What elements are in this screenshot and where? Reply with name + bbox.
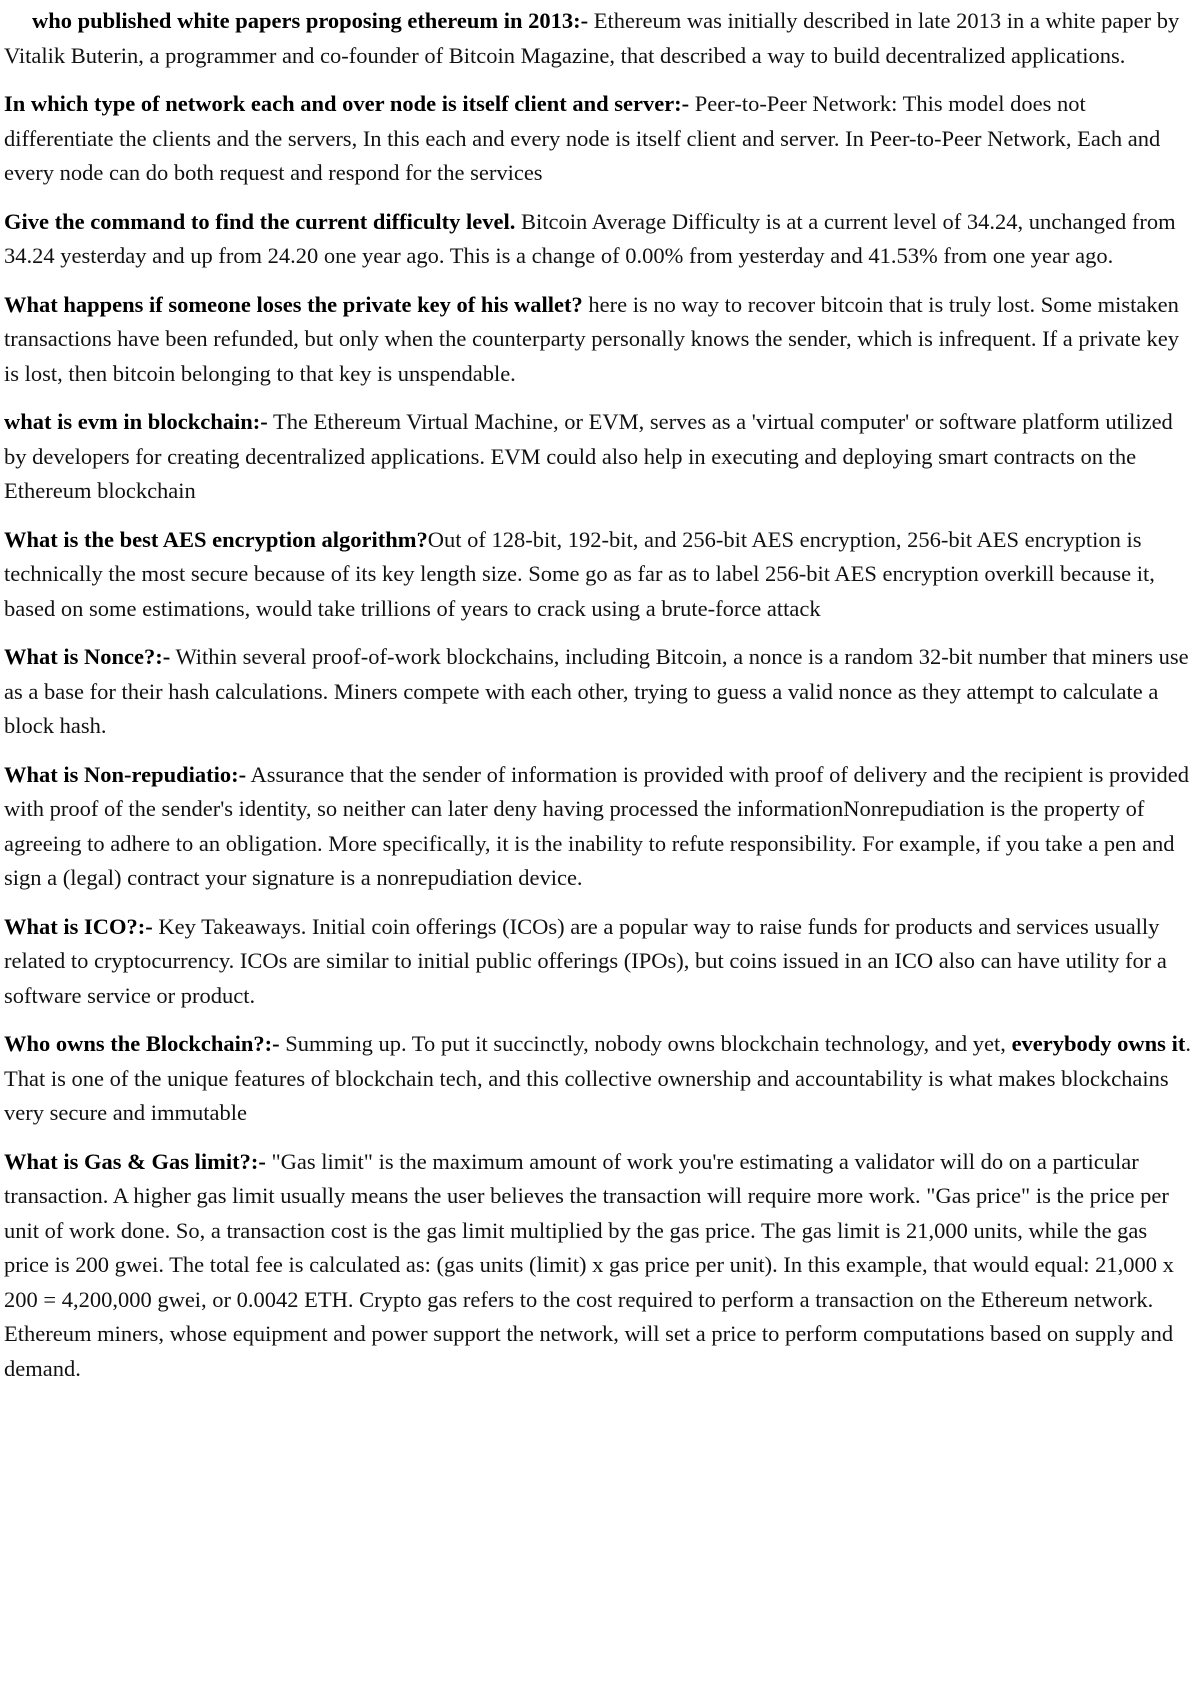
qa-entry-difficulty-level — [4, 205, 1192, 274]
answer: here is no way to recover bitcoin that is truly lost. Some mistaken transactions have been refunded, but only when the counterparty personally knows the sender, which is infrequent. If a private key is lost, then bitcoin belonging to that key is unspendable. — [4, 291, 1179, 386]
question: What is Nonce?:- — [4, 644, 171, 669]
question: Who owns the Blockchain?:- — [4, 1031, 280, 1056]
answer: Peer-to-Peer Network: This model does not differentiate the clients and the servers, In this each and every node is itself client and server. In Peer-to-Peer Network, Each and every node can do both request and respond for the services — [4, 91, 1161, 185]
answer: Out of 128-bit, 192-bit, and 256-bit AES encryption, 256-bit AES encryption is technically the most secure because of its key length size. Some go as far as to label 256-bit AES encryption overkill because it, based on some estimations, would take trillions of years to crack using a brute-force attack — [4, 526, 1155, 621]
qa-entry-p2p-network — [4, 87, 1192, 191]
answer-part: Summing up. To put it succinctly, nobody owns blockchain technology, and yet, — [279, 1031, 1012, 1056]
question: what is evm in blockchain:- — [4, 409, 268, 434]
question: What is the best AES encryption algorithm? — [4, 526, 428, 552]
question: In which type of network each and over node is itself client and server:- — [4, 91, 690, 116]
answer-part: . That is one of the unique features of blockchain tech, and this collective ownership and accountability is what makes blockchains very secure and immutable — [4, 1031, 1191, 1125]
question: What happens if someone loses the private key of his wallet? — [4, 291, 583, 317]
answer: The Ethereum Virtual Machine, or EVM, serves as a 'virtual computer' or software platform utilized by developers for creating decentralized applications. EVM could also help in executing and deploying smart contracts on the Ethereum blockchain — [4, 409, 1173, 503]
answer: Key Takeaways. Initial coin offerings (ICOs) are a popular way to raise funds for products and services usually related to cryptocurrency. ICOs are similar to initial public offerings (IPOs), but coins issued in an ICO also can have utility for a software service or product. — [4, 913, 1167, 1008]
question: What is ICO?:- — [4, 913, 153, 939]
qa-entry-blockchain-owner — [4, 1027, 1192, 1131]
qa-entry-non-repudiation — [4, 758, 1192, 896]
qa-entry-ethereum-whitepaper — [4, 4, 1192, 73]
answer-highlight: everybody owns it — [1011, 1031, 1186, 1056]
question: who published white papers proposing ethereum in 2013:- — [32, 8, 589, 33]
qa-entry-lost-private-key — [4, 288, 1192, 392]
qa-entry-ico — [4, 910, 1192, 1014]
question: What is Non-repudiatio:- — [4, 761, 247, 787]
qa-entry-nonce — [4, 640, 1192, 744]
question: What is Gas & Gas limit?:- — [4, 1148, 266, 1174]
qa-entry-evm — [4, 405, 1192, 509]
answer: "Gas limit" is the maximum amount of work you're estimating a validator will do on a particular transaction. A higher gas limit usually means the user believes the transaction will require more work. "Gas price" is the price per unit of work done. So, a transaction cost is the gas limit multiplied by the gas price. The gas limit is 21,000 units, while the gas price is 200 gwei. The total fee is calculated as: (gas units (limit) x gas price per unit). In this example, that would equal: 21,000 x 200 = 4,200,000 gwei, or 0.0042 ETH. Crypto gas refers to the cost required to perform a transaction on the Ethereum network. Ethereum miners, whose equipment and power support the network, will set a price to perform computations based on supply and demand. — [4, 1148, 1174, 1381]
answer: Ethereum was initially described in late 2013 in a white paper by Vitalik Buterin, a programmer and co-founder of Bitcoin Magazine, that described a way to build decentralized applications. — [4, 8, 1180, 68]
qa-entry-gas-limit — [4, 1145, 1192, 1387]
answer: Bitcoin Average Difficulty is at a current level of 34.24, unchanged from 34.24 yesterday and up from 24.20 one year ago. This is a change of 0.00% from yesterday and 41.53% from one year ago. — [4, 208, 1176, 268]
answer: Assurance that the sender of information is provided with proof of delivery and the recipient is provided with proof of the sender's identity, so neither can later deny having processed the informationNonrepudiation is the property of agreeing to adhere to an obligation. More specifically, it is the inability to refute responsibility. For example, if you take a pen and sign a (legal) contract your signature is a nonrepudiation device. — [4, 761, 1189, 890]
question: Give the command to find the current difficulty level. — [4, 208, 516, 234]
qa-entry-aes — [4, 523, 1192, 627]
answer: Within several proof-of-work blockchains, including Bitcoin, a nonce is a random 32-bit number that miners use as a base for their hash calculations. Miners compete with each other, trying to guess a valid nonce as they attempt to calculate a block hash. — [4, 644, 1189, 738]
